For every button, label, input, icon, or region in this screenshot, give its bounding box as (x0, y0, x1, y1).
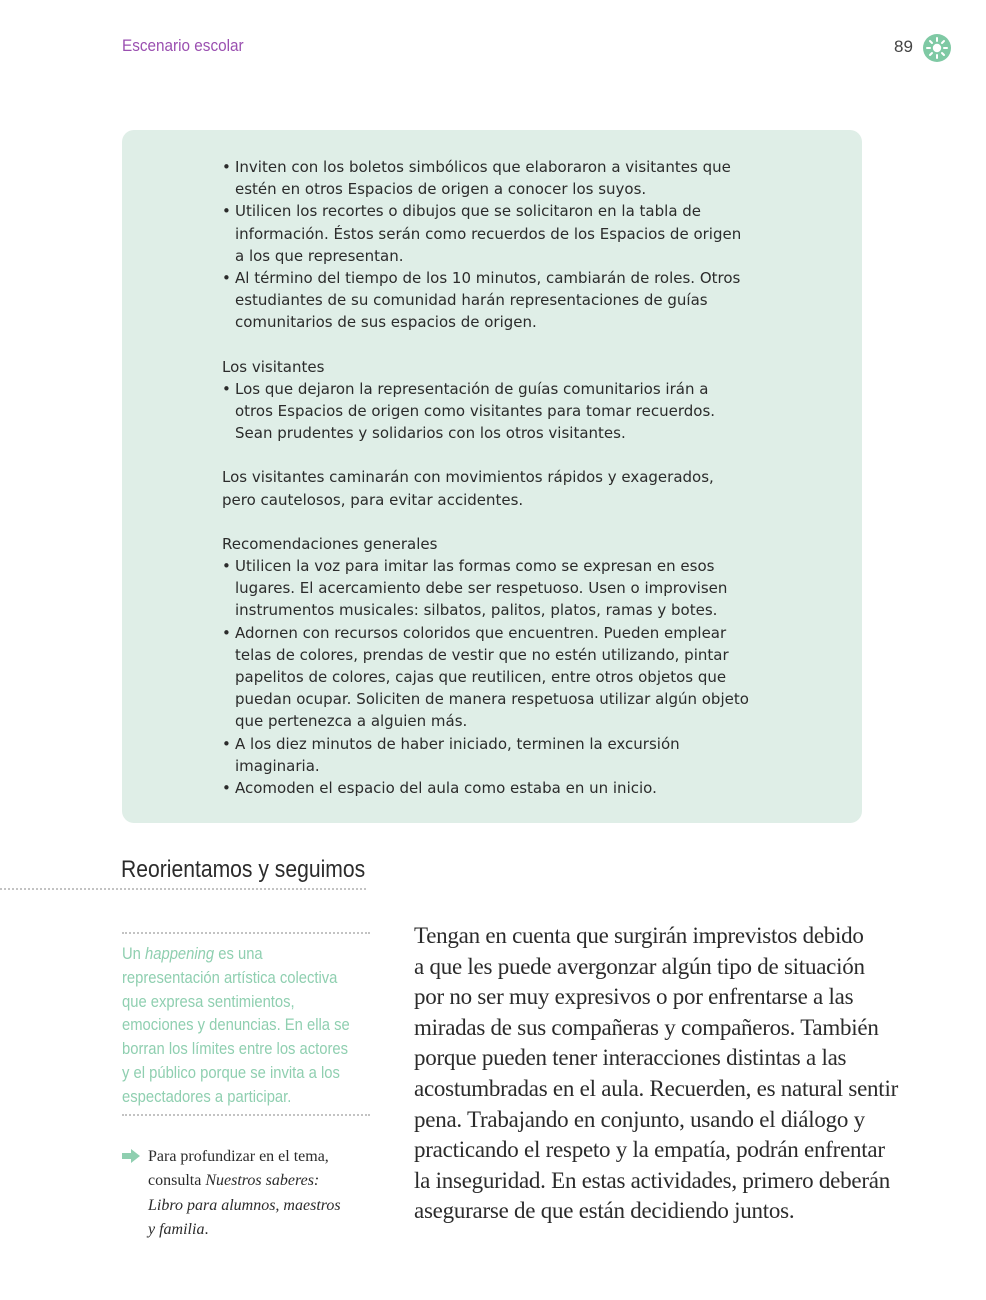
visitors-bullet-list (222, 378, 832, 445)
intro-bullet-list (222, 156, 832, 334)
bullet-dot: • (222, 623, 231, 642)
activity-box (122, 130, 862, 823)
bullet-dot: • (222, 734, 231, 753)
activity-box-text (222, 156, 832, 799)
bullet-item: • Al término del tiempo de los 10 minutos, cambiarán de roles. Otros estudiantes de su comunidad harán representaciones de guías comunitarios de sus espacios de origen. (222, 269, 741, 332)
page-number: 89 (894, 37, 913, 56)
bullet-dot: • (222, 158, 231, 176)
visitors-note: Los visitantes caminarán con movimientos rápidos y exagerados, pero cautelosos, para evitar accidentes. (222, 468, 714, 509)
main-paragraph-line: acostumbradas en el aula. Recuerden, es natural sentir (414, 1075, 898, 1101)
section-divider (0, 888, 366, 890)
happening-term: happening (145, 944, 215, 963)
bullet-dot: • (222, 779, 231, 798)
bullet-item: • Acomoden el espacio del aula como estaba en un inicio. (222, 777, 832, 799)
main-paragraph-line: Tengan en cuenta que surgirán imprevistos debido (414, 923, 864, 948)
arrow-right-icon (122, 1149, 140, 1163)
bullet-dot: • (222, 379, 231, 398)
further-reading-tip: Para profundizar en el tema, consulta Nuestros saberes: Libro para alumnos, maestros y familia. (148, 1148, 341, 1239)
main-paragraph-line: practicando el respeto y la empatía, podrán enfrentar (414, 1137, 885, 1163)
header-section-label: Escenario escolar (122, 36, 244, 55)
bullet-item: • Utilicen la voz para imitar las formas como se expresan en esos lugares. El acercamiento debe ser respetuoso. Usen o improvisen instrumentos musicales: silbatos, palitos, platos, ramas y botes. (222, 557, 728, 620)
bullet-dot: • (222, 202, 231, 221)
book-title: Nuestros saberes: Libro para alumnos, maestros y familia (148, 1172, 341, 1239)
main-paragraph-line: asegurarse de que están decidiendo juntos. (414, 1198, 795, 1224)
general-recommendations-heading: Recomendaciones generales (222, 534, 438, 553)
bullet-item: • Utilicen los recortes o dibujos que se solicitaron en la tabla de información. Éstos serán como recuerdos de los Espacios de origen a los que representan. (222, 202, 742, 265)
happening-definition: Un happening es una representación artística colectiva que expresa sentimientos, emociones y denuncias. En ella se borran los límites entre los actores y el público porque se invita a los espectadores a participar. (122, 944, 350, 1106)
bullet-item: • Inviten con los boletos simbólicos que elaboraron a visitantes que estén en otros Espacios de origen a conocer los suyos. (222, 158, 731, 199)
sidebar-bottom-divider (122, 1114, 370, 1116)
bullet-item: • Adornen con recursos coloridos que encuentren. Pueden emplear telas de colores, prendas de vestir que no estén utilizando, pintar papelitos de colores, cajas que reutilicen, entre otros objetos que puedan ocupar. Soliciten de manera respetuosa utilizar algún objeto que pertenezca a alguien más. (222, 623, 749, 731)
main-paragraph-line: a que les puede avergonzar algún tipo de situación (414, 953, 865, 979)
main-paragraph-line: por no ser muy expresivos o por enfrentarse a las (414, 984, 854, 1010)
main-paragraph-line: pena. Trabajando en conjunto, usando el diálogo y (414, 1106, 865, 1132)
sun-badge-icon (922, 33, 952, 63)
visitors-heading: Los visitantes (222, 357, 325, 376)
general-bullet-list (222, 555, 832, 799)
bullet-item: • Los que dejaron la representación de guías comunitarios irán a otros Espacios de origen como visitantes para tomar recuerdos. Sean prudentes y solidarios con los otros visitantes. (222, 379, 716, 443)
bullet-item: • A los diez minutos de haber iniciado, terminen la excursión imaginaria. (222, 734, 680, 775)
bullet-dot: • (222, 269, 231, 288)
main-paragraph-line: la inseguridad. En estas actividades, primero deberán (414, 1167, 890, 1193)
bullet-dot: • (222, 557, 231, 576)
main-paragraph (414, 921, 904, 1227)
section-title: Reorientamos y seguimos (121, 856, 366, 883)
sidebar-top-divider (122, 932, 370, 934)
main-paragraph-line: porque pueden tener interacciones distintas a las (414, 1045, 847, 1071)
main-paragraph-line: miradas de sus compañeras y compañeros. También (414, 1014, 879, 1040)
